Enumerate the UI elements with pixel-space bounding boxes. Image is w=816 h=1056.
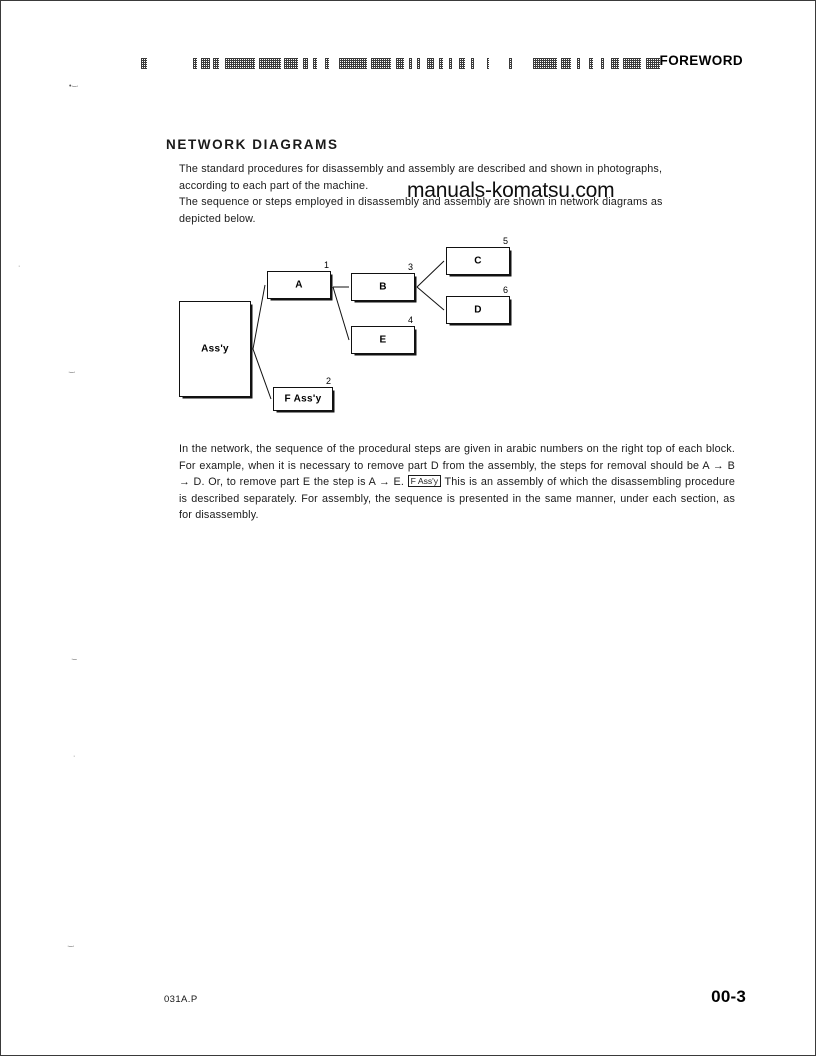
header-noise-block	[611, 58, 619, 69]
header-noise-block	[646, 58, 660, 69]
diagram-node-assy	[179, 301, 251, 397]
footer-document-code: 031A.P	[164, 994, 198, 1005]
diagram-node-label: B	[379, 281, 387, 293]
header-noise-block	[623, 58, 641, 69]
connector-b-to-c	[417, 261, 444, 287]
diagram-node-label: Ass'y	[201, 343, 229, 355]
outro-text-part-1: In the network, the sequence of the procedural steps are given in arabic numbers on the right top of each block. For example, when it is necessary to remove part D from the assembly, the steps for removal should be A → B → D. Or, to remove part E the step is A → E.	[179, 443, 735, 489]
header-noise-block	[459, 58, 465, 69]
header-noise-block	[141, 58, 147, 69]
header-noise-block	[339, 58, 367, 69]
connector-a-to-e	[333, 287, 349, 340]
header-noise-block	[313, 58, 317, 69]
header-noise-block	[259, 58, 281, 69]
diagram-node-step-number: 5	[502, 236, 508, 246]
header-scan-noise	[141, 56, 666, 70]
margin-scan-speck: ·	[73, 753, 75, 760]
header-noise-block	[577, 58, 580, 69]
header-title: FOREWORD	[659, 53, 743, 68]
header-noise-block	[225, 58, 255, 69]
header-noise-block	[396, 58, 404, 69]
connector-assy-to-a	[253, 285, 265, 349]
outro-text-part-2: This is an assembly of which the disassembling procedure is described separately. For assembly, the sequence is presented in the same manner, under each section, as for disassembly.	[179, 476, 736, 522]
footer-page-number: 00-3	[711, 987, 746, 1006]
header-noise-block	[371, 58, 391, 69]
diagram-node-a	[267, 260, 331, 299]
intro-line-1: The standard procedures for disassembly and assembly are described and shown in photographs,	[179, 163, 663, 175]
margin-scan-speck: •·–·	[69, 83, 79, 90]
network-diagram	[161, 236, 561, 435]
margin-scan-speck: ·	[18, 263, 20, 270]
header-noise-block	[201, 58, 210, 69]
diagram-node-b	[351, 262, 415, 301]
diagram-node-step-number: 2	[325, 376, 331, 386]
header-noise-block	[533, 58, 557, 69]
diagram-node-fassy	[273, 376, 333, 411]
diagram-node-label: E	[379, 334, 387, 346]
page-header	[1, 53, 816, 75]
header-noise-block	[561, 58, 571, 69]
diagram-node-label: A	[295, 279, 303, 291]
intro-line-3: The sequence or steps employed in disassembly and assembly are shown in network diagrams as	[179, 196, 663, 209]
intro-line-2: according to each part of the machine.	[179, 179, 369, 192]
header-noise-block	[509, 58, 512, 69]
intro-line-4: depicted below.	[179, 212, 256, 225]
connector-b-to-d	[417, 287, 444, 310]
diagram-node-step-number: 1	[323, 260, 329, 270]
header-noise-block	[213, 58, 219, 69]
watermark: manuals-komatsu.com	[407, 179, 615, 202]
header-noise-block	[471, 58, 474, 69]
header-noise-block	[417, 58, 420, 69]
header-noise-block	[303, 58, 308, 69]
diagram-node-step-number: 4	[407, 315, 413, 325]
diagram-node-label: F Ass'y	[284, 393, 322, 405]
header-noise-block	[193, 58, 197, 69]
diagram-node-step-number: 6	[502, 285, 508, 295]
header-noise-block	[284, 58, 298, 69]
header-noise-block	[439, 58, 443, 69]
margin-scan-speck: ·–·	[67, 943, 75, 950]
outro-paragraph	[179, 441, 735, 524]
diagram-node-d	[446, 285, 510, 324]
header-noise-block	[325, 58, 329, 69]
page-title: NETWORK DIAGRAMS	[166, 137, 339, 152]
diagram-node-label: D	[474, 304, 482, 316]
margin-scan-speck: ·–	[71, 656, 77, 663]
margin-scan-speck: ·–·	[68, 369, 76, 376]
header-noise-block	[409, 58, 412, 69]
diagram-node-c	[446, 236, 510, 275]
diagram-node-step-number: 3	[407, 262, 413, 272]
header-noise-block	[427, 58, 434, 69]
header-noise-block	[487, 58, 489, 69]
diagram-node-e	[351, 315, 415, 354]
header-noise-block	[589, 58, 593, 69]
diagram-node-label: C	[474, 255, 482, 267]
inline-f-assy-reference: F Ass'y	[408, 475, 441, 487]
header-noise-block	[449, 58, 452, 69]
header-noise-block	[601, 58, 604, 69]
connector-assy-to-fassy	[253, 349, 271, 399]
